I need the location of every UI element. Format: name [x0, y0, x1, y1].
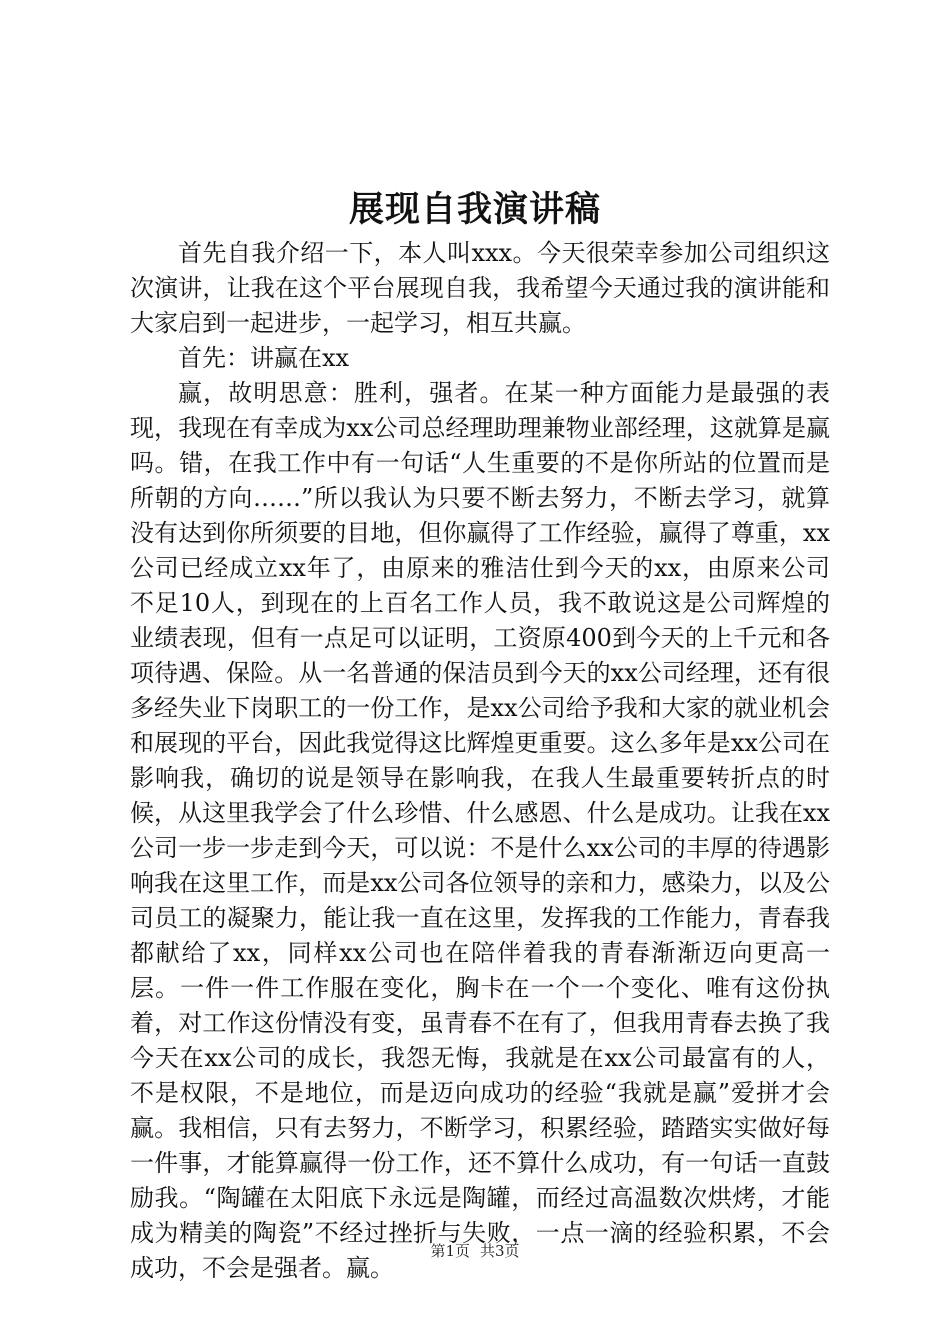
paragraph-main: 赢，故明思意：胜利，强者。在某一种方面能力是最强的表现，我现在有幸成为xx公司总经理助理兼物业部经理，这就算是赢吗。错，在我工作中有一句话“人生重要的不是你所站的位置而是所朝的方向……”所以我认为只要不断去努力，不断去学习，就算没有达到你所须要的目地，但你赢得了工作经验，赢得了尊重，xx公司已经成立xx年了，由原来的雅洁仕到今天的xx，由原来公司不足10人，到现在的上百名工作人员，我不敢说这是公司辉煌的业绩表现，但有一点足可以证明，工资原400到今天的上千元和各项待遇、保险。从一名普通的保洁员到今天的xx公司经理，还有很多经失业下岗职工的一份工作，是xx公司给予我和大家的就业机会和展现的平台，因此我觉得这比辉煌更重要。这么多年是xx公司在影响我，确切的说是领导在影响我，在我人生最重要转折点的时候，从这里我学会了什么珍惜、什么感恩、什么是成功。让我在xx公司一步一步走到今天，可以说：不是什么xx公司的丰厚的待遇影响我在这里工作，而是xx公司各位领导的亲和力，感染力，以及公司员工的凝聚力，能让我一直在这里，发挥我的工作能力，青春我都献给了xx，同样xx公司也在陪伴着我的青春渐渐迈向更高一层。一件一件工作服在变化，胸卡在一个一个变化、唯有这份执着，对工作这份情没有变，虽青春不在有了，但我用青春去换了我今天在xx公司的成长，我怨无悔，我就是在xx公司最富有的人，不是权限，不是地位，而是迈向成功的经验“我就是赢”爱拼才会赢。我相信，只有去努力，不断学习，积累经验，踏踏实实做好每一件事，才能算赢得一份工作，还不算什么成功，有一句话一直鼓励我。“陶罐在太阳底下永远是陶罐，而经过高温数次烘烤，才能成为精美的陶瓷”不经过挫折与失败，一点一滴的经验积累，不会成功，不会是强者。赢。 [130, 379, 830, 1282]
page-footer [0, 1241, 950, 1261]
document-title: 展现自我演讲稿 [348, 189, 601, 230]
page-number: 第1页 [430, 1242, 470, 1260]
document-body [130, 236, 830, 1286]
paragraph-intro: 首先自我介绍一下，本人叫xxx。今天很荣幸参加公司组织这次演讲，让我在这个平台展现自我，我希望今天通过我的演讲能和大家启到一起进步，一起学习，相互共赢。 [130, 239, 830, 337]
paragraph-section-heading: 首先：讲赢在xx [178, 344, 350, 372]
page-total: 共3页 [480, 1242, 520, 1260]
